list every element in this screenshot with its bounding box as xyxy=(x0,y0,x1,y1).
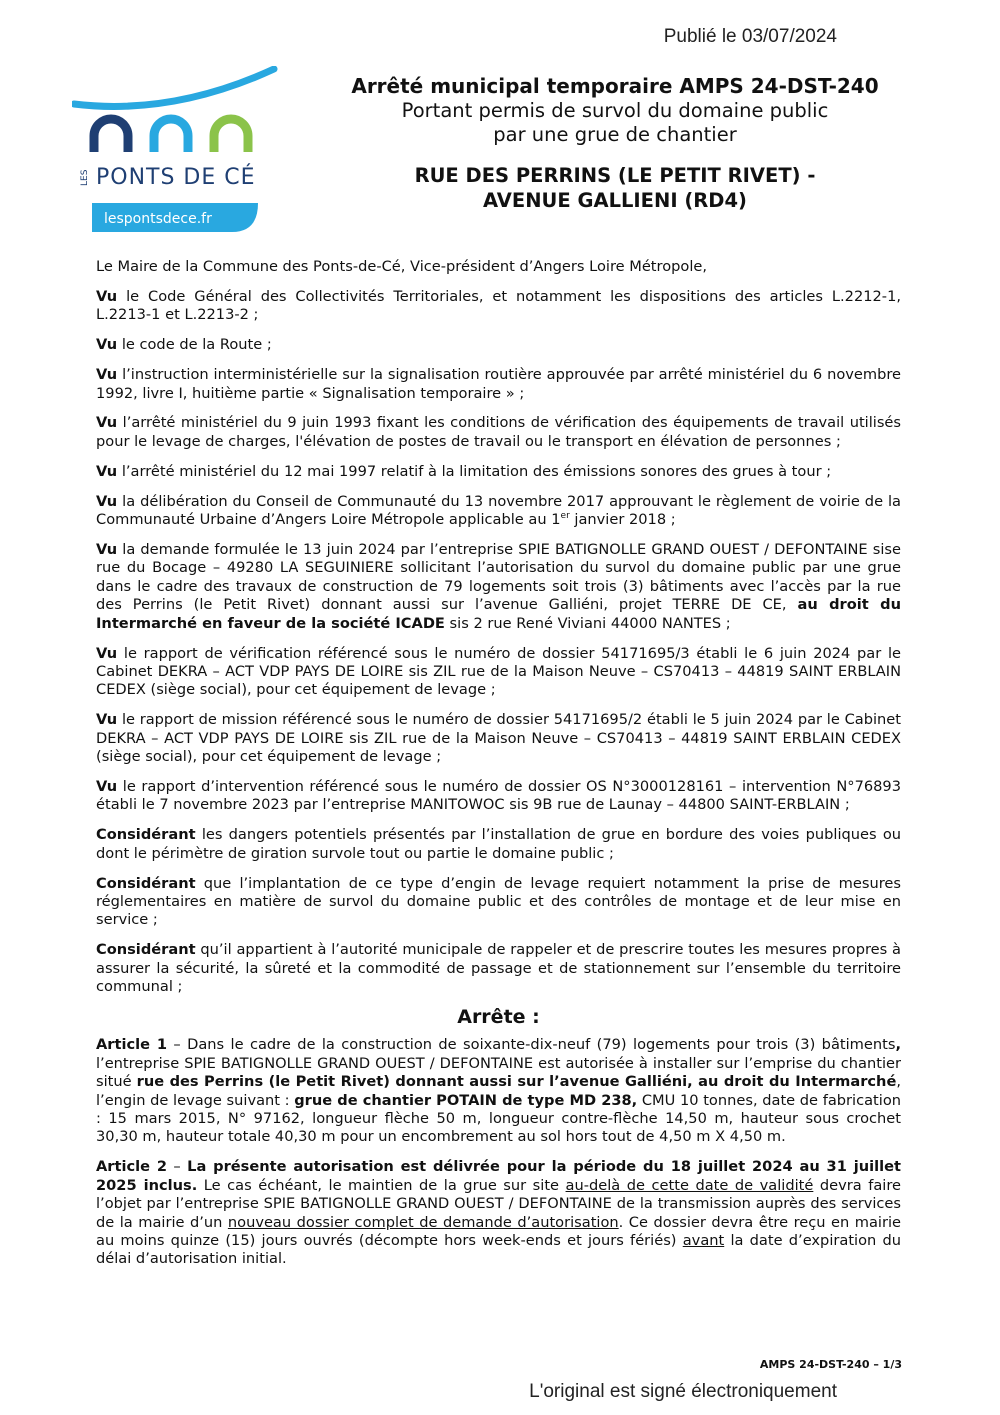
article-1: Article 1 – Dans le cadre de la construction de soixante-dix-neuf (79) logements pour trois (3) bâtiments, l’entreprise SPIE BATIGNOLLE GRAND OUEST / DEFONTAINE est autorisée à installer sur l’emprise du chantier situé rue des Perrins (le Petit Rivet) donnant aussi sur l’avenue Galliéni, au droit du Intermarché, l’engin de levage suivant : grue de chantier POTAIN de type MD 238, CMU 10 tonnes, date de fabrication : 15 mars 2015, N° 97162, longueur flèche 50 m, longueur contre-flèche 14,50 m, hauteur sous crochet 30,30 m, hauteur totale 40,30 m pour un encombrement au sol hors tout de 4,50 m X 4,50 m. xyxy=(96,1036,902,1146)
vu-paragraph: Vu le rapport de vérification référencé sous le numéro de dossier 54171695/3 établi le 6 juin 2024 par le Cabinet DEKRA – ACT VDP PAYS DE LOIRE sis ZIL rue de la Maison Neuve – CS70413 – 44819 SAINT ERBLAIN CEDEX (siège social), pour cet équipement de levage ; xyxy=(96,644,901,699)
considerant-paragraph: Considérant que l’implantation de ce type d’engin de levage requiert notamment la prise de mesures réglementaires en matière de survol du domaine public et des contrôles de montage et de leur mise en service ; xyxy=(96,874,901,929)
decree-subtitle-2: par une grue de chantier xyxy=(493,123,737,146)
vu-paragraph: Vu le Code Général des Collectivités Territoriales, et notamment les dispositions des articles L.2212-1, L.2213-1 et L.2213-2 ; xyxy=(96,287,901,324)
document-header xyxy=(330,74,900,213)
vu-paragraph: Vu le code de la Route ; xyxy=(96,336,272,354)
intro-paragraph: Le Maire de la Commune des Ponts-de-Cé, Vice-président d’Angers Loire Métropole, xyxy=(96,258,708,275)
decree-subtitle-1: Portant permis de survol du domaine public xyxy=(401,99,829,122)
signature-notice: L'original est signé électroniquement xyxy=(529,1381,837,1402)
publication-date: Publié le 03/07/2024 xyxy=(663,26,837,47)
vu-paragraph: Vu l’arrêté ministériel du 12 mai 1997 relatif à la limitation des émissions sonores des grues à tour ; xyxy=(96,462,832,480)
vu-paragraph: Vu l’instruction interministérielle sur la signalisation routière approuvée par arrêté ministériel du 6 novembre 1992, livre I, huitième partie « Signalisation temporaire » ; xyxy=(96,366,902,402)
article-2: Article 2 – La présente autorisation est délivrée pour la période du 18 juillet 2024 au 31 juillet 2025 inclus. Le cas échéant, le maintien de la grue sur site au-delà de cette date de validité devra faire l’objet par l’entreprise SPIE BATIGNOLLE GRAND OUEST / DEFONTAINE de la transmission auprès des services de la mairie d’un nouveau dossier complet de demande d’autorisation. Ce dossier devra être reçu en mairie au moins quinze (15) jours ouvrés (décompte hors week-ends et jours fériés) avant la date d’expiration du délai d’autorisation initial. xyxy=(96,1158,902,1268)
arrete-heading: Arrête : xyxy=(457,1006,540,1028)
considerant-paragraph: Considérant qu’il appartient à l’autorité municipale de rappeler et de prescrire toutes les mesures propres à assurer la sécurité, la sûreté et la commodité de passage et de stationnement sur l’ensemble du territoire communal ; xyxy=(96,941,901,996)
logo-graphic xyxy=(72,66,282,238)
document-body xyxy=(96,258,901,1280)
vu-paragraph: Vu l’arrêté ministériel du 9 juin 1993 fixant les conditions de vérification des équipements de travail utilisés pour le levage de charges, l'élévation de postes de travail ou le transport en élévation de personnes ; xyxy=(96,414,902,450)
decree-title: Arrêté municipal temporaire AMPS 24-DST-240 xyxy=(351,74,879,98)
vu-paragraph: Vu le rapport d’intervention référencé sous le numéro de dossier OS N°3000128161 – intervention N°76893 établi le 7 novembre 2023 par l’entreprise MANITOWOC sis 9B rue de Launay – 44800 SAINT-ERBLAIN ; xyxy=(96,777,901,814)
considerant-paragraph: Considérant les dangers potentiels présentés par l’installation de grue en bordure des voies publiques ou dont le périmètre de giration survole tout ou partie le domaine public ; xyxy=(96,826,902,862)
logo-name: PONTS DE CÉ xyxy=(96,165,256,190)
vu-paragraph: Vu le rapport de mission référencé sous le numéro de dossier 54171695/2 établi le 5 juin 2024 par le Cabinet DEKRA – ACT VDP PAYS DE LOIRE sis ZIL rue de la Maison Neuve – CS70413 – 44819 SAINT ERBLAIN CEDEX (siège social), pour cet équipement de levage ; xyxy=(96,711,902,766)
page-reference: AMPS 24-DST-240 – 1/3 xyxy=(759,1358,902,1371)
vu-paragraph: Vu la demande formulée le 13 juin 2024 par l’entreprise SPIE BATIGNOLLE GRAND OUEST / DEFONTAINE sise rue du Bocage – 49280 LA SEGUINIERE sollicitant l’autorisation du survol du domaine public par une grue dans le cadre des travaux de construction de 79 logements soit trois (3) bâtiments avec l’accès par la rue des Perrins (le Petit Rivet) donnant aussi sur l’avenue Galliéni, projet TERRE DE CE, au droit du Intermarché en faveur de la société ICADE sis 2 rue René Viviani 44000 NANTES ; xyxy=(96,540,901,632)
vu-paragraph: Vu la délibération du Conseil de Communauté du 13 novembre 2017 approuvant le règlement de voirie de la Communauté Urbaine d’Angers Loire Métropole applicable au 1er janvier 2018 ; xyxy=(96,492,902,529)
city-logo xyxy=(72,66,282,238)
street-line-1: RUE DES PERRINS (LE PETIT RIVET) - xyxy=(414,164,816,187)
logo-les: LES xyxy=(80,169,90,186)
street-line-2: AVENUE GALLIENI (RD4) xyxy=(483,189,747,212)
logo-url: lespontsdece.fr xyxy=(104,211,212,227)
